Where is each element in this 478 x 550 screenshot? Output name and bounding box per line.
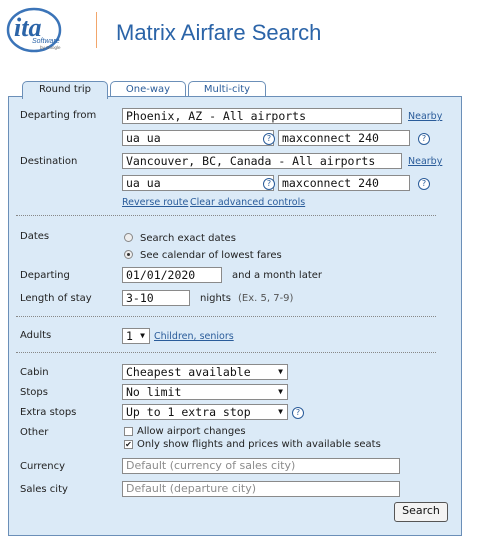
extra-stops-select[interactable]: [122, 404, 288, 420]
departing-suffix: and a month later: [232, 270, 323, 281]
sales-city-input[interactable]: Default (departure city): [122, 481, 400, 497]
adults-chevron-down-icon: ▼: [140, 331, 145, 340]
origin-routing-help-icon[interactable]: ?: [263, 133, 275, 145]
currency-input[interactable]: Default (currency of sales city): [122, 458, 400, 474]
exact-dates-radio[interactable]: [124, 233, 133, 242]
tab-round-trip[interactable]: Round trip: [22, 81, 108, 99]
logo-by: by Google: [40, 45, 61, 50]
extra-stops-chevron-down-icon: ▼: [278, 407, 283, 416]
cabin-label: Cabin: [20, 367, 49, 378]
only-available-label: Only show flights and prices with available seats: [137, 439, 381, 450]
calendar-label: See calendar of lowest fares: [140, 250, 282, 261]
section-divider: [16, 215, 436, 216]
adults-value: 1: [126, 329, 133, 343]
allow-airport-changes-label: Allow airport changes: [137, 426, 246, 437]
departing-date-input[interactable]: 01/01/2020: [122, 267, 222, 283]
search-button[interactable]: Search: [394, 502, 448, 522]
origin-routing-input[interactable]: ua ua: [122, 130, 274, 146]
destination-label: Destination: [20, 156, 78, 167]
children-seniors-link[interactable]: Children, seniors: [154, 331, 234, 342]
tab-multi-city[interactable]: Multi-city: [188, 81, 266, 98]
calendar-radio[interactable]: [124, 250, 133, 259]
destination-extension-help-icon[interactable]: ?: [418, 178, 430, 190]
length-of-stay-input[interactable]: 3-10: [122, 290, 190, 306]
header-divider: [96, 12, 97, 48]
other-label: Other: [20, 427, 49, 438]
destination-routing-input[interactable]: ua ua: [122, 175, 274, 191]
stops-label: Stops: [20, 387, 48, 398]
only-available-checkbox[interactable]: ✔: [125, 440, 132, 449]
reverse-route-link[interactable]: Reverse route: [122, 197, 189, 208]
adults-label: Adults: [20, 330, 52, 341]
stops-chevron-down-icon: ▼: [278, 387, 283, 396]
stops-select[interactable]: [122, 384, 288, 400]
logo-sub: Software: [32, 38, 60, 45]
ita-software-logo: [6, 6, 86, 54]
departing-from-label: Departing from: [20, 110, 97, 121]
origin-nearby-link[interactable]: Nearby: [408, 111, 443, 122]
section-divider: [16, 316, 436, 317]
extra-stops-value: Up to 1 extra stop: [126, 405, 251, 419]
tab-one-way[interactable]: One-way: [110, 81, 186, 98]
clear-advanced-link[interactable]: Clear advanced controls: [190, 197, 306, 208]
destination-extension-input[interactable]: maxconnect 240: [278, 175, 410, 191]
dates-label: Dates: [20, 231, 50, 242]
destination-routing-help-icon[interactable]: ?: [263, 178, 275, 190]
currency-label: Currency: [20, 461, 66, 472]
extra-stops-label: Extra stops: [20, 407, 77, 418]
origin-extension-input[interactable]: maxconnect 240: [278, 130, 410, 146]
extra-stops-help-icon[interactable]: ?: [292, 407, 304, 419]
logo-text: ita: [14, 13, 42, 42]
nights-label: nights: [200, 293, 231, 304]
adults-select[interactable]: [122, 328, 150, 344]
sales-city-label: Sales city: [20, 484, 68, 495]
exact-dates-label: Search exact dates: [140, 233, 236, 244]
section-divider: [16, 352, 436, 353]
destination-input[interactable]: Vancouver, BC, Canada - All airports: [122, 153, 402, 169]
cabin-chevron-down-icon: ▼: [278, 367, 283, 376]
origin-extension-help-icon[interactable]: ?: [418, 133, 430, 145]
origin-input[interactable]: Phoenix, AZ - All airports: [122, 108, 402, 124]
page-title: Matrix Airfare Search: [116, 20, 322, 45]
cabin-select[interactable]: [122, 364, 288, 380]
stops-value: No limit: [126, 385, 182, 399]
allow-airport-changes-checkbox[interactable]: [124, 427, 133, 436]
cabin-value: Cheapest available: [126, 365, 251, 379]
length-of-stay-label: Length of stay: [20, 293, 92, 304]
length-of-stay-hint: (Ex. 5, 7-9): [238, 293, 294, 304]
destination-nearby-link[interactable]: Nearby: [408, 156, 443, 167]
departing-label: Departing: [20, 270, 70, 281]
